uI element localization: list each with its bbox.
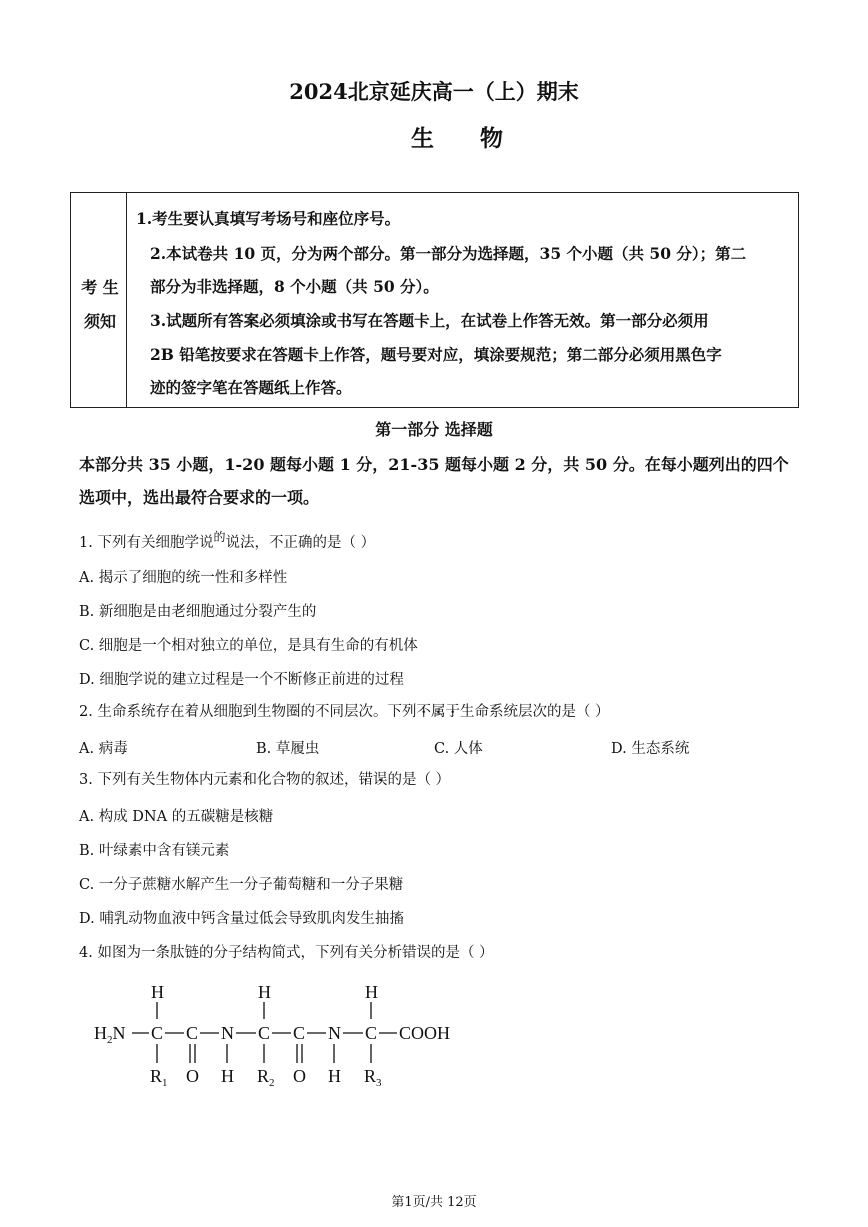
- emphasis-char: 属 •: [431, 700, 446, 721]
- o-atom: O: [186, 1066, 199, 1086]
- h-atom: H: [258, 982, 271, 1002]
- c-atom: C: [365, 1023, 378, 1043]
- question-2-option-b: B. 草履虫: [256, 741, 320, 757]
- h-atom: H: [328, 1066, 341, 1086]
- r-group-3: [364, 1066, 382, 1088]
- question-1-option-b: B. 新细胞是由老细胞通过分裂产生的: [79, 604, 317, 620]
- section-heading: 第一部分 选择题: [375, 420, 493, 439]
- h-atom: H: [94, 1023, 107, 1043]
- subscript: 2: [107, 1034, 113, 1046]
- o-atom: O: [293, 1066, 306, 1086]
- question-3-stem: [79, 768, 450, 789]
- peptide-structure-figure: [88, 978, 468, 1088]
- emphasis-char: 于 •: [445, 700, 460, 721]
- section-intro-line: 本部分共 35 小题，1-20 题每小题 1 分，21-35 题每小题 2 分，共 50 分。在每小题列出的四个: [79, 455, 789, 474]
- subscript: 2: [269, 1077, 275, 1088]
- notice-line: 迹的签字笔在答题纸上作答。: [150, 378, 352, 397]
- notice-line: 部分为非选择题，8 个小题（共 50 分）。: [150, 277, 439, 296]
- question-stem-part: 3. 下列有关生物体内元素和化合物的叙述，: [79, 772, 359, 788]
- subscript: 1: [162, 1077, 168, 1088]
- section-intro-line: 选项中，选出最符合要求的一项。: [79, 488, 320, 507]
- notice-line: 3.试题所有答案必须填涂或书写在答题卡上，在试卷上作答无效。第一部分必须用: [150, 311, 709, 330]
- r-letter: R: [150, 1066, 163, 1086]
- question-2-option-a: A. 病毒: [79, 741, 128, 757]
- question-2-option-c: C. 人体: [434, 741, 483, 757]
- h-atom: H: [151, 982, 164, 1002]
- question-1-option-a: A. 揭示了细胞的统一性和多样性: [79, 570, 288, 586]
- question-3-option-c: C. 一分子蔗糖水解产生一分子葡萄糖和一分子果糖: [79, 877, 404, 893]
- question-1-option-c: C. 细胞是一个相对独立的单位，是具有生命的有机体: [79, 638, 418, 654]
- emphasis-char: 误 •: [373, 768, 388, 789]
- question-stem-part: 的: [213, 530, 226, 544]
- question-1-stem: [79, 528, 375, 552]
- question-stem-part: 1. 下列有关细胞学说: [79, 534, 214, 551]
- c-atom: C: [258, 1023, 271, 1043]
- r-letter: R: [257, 1066, 270, 1086]
- carboxyl-group: COOH: [399, 1023, 451, 1043]
- c-atom: C: [186, 1023, 199, 1043]
- r-group-1: [150, 1066, 168, 1088]
- question-2-stem: [79, 700, 610, 721]
- question-stem-part: 的是（ ）: [387, 772, 451, 788]
- notice-label-line1: 考 生: [81, 278, 119, 297]
- amino-group: [94, 1023, 126, 1046]
- question-stem-part: 2. 生命系统存在着从细胞到生物圈的不同层次。下列: [79, 704, 417, 720]
- emphasis-char: 错 •: [358, 768, 373, 789]
- question-2-option-d: D. 生态系统: [611, 741, 690, 757]
- r-letter: R: [364, 1066, 377, 1086]
- question-1-option-d: D. 细胞学说的建立过程是一个不断修正前进的过程: [79, 672, 404, 688]
- question-4-stem: 4. 如图为一条肽链的分子结构简式，下列有关分析错误的是（ ）: [79, 945, 494, 961]
- h-atom: H: [221, 1066, 234, 1086]
- notice-label-cell: [71, 193, 127, 407]
- n-atom: N: [328, 1023, 341, 1043]
- page-footer: 第1页/共 12页: [391, 1195, 477, 1210]
- subject-title: 生物: [411, 125, 549, 152]
- notice-line: 2B 铅笔按要求在答题卡上作答，题号要对应，填涂要规范；第二部分必须用黑色字: [150, 345, 722, 364]
- page-title: 2024北京延庆高一（上）期末: [289, 79, 579, 104]
- n-atom: N: [112, 1023, 126, 1043]
- r-group-2: [257, 1066, 275, 1088]
- question-3-option-d: D. 哺乳动物血液中钙含量过低会导致肌肉发生抽搐: [79, 911, 404, 927]
- question-3-option-a: A. 构成 DNA 的五碳糖是核糖: [79, 809, 274, 825]
- c-atom: C: [151, 1023, 164, 1043]
- notice-label-line2: 须知: [83, 312, 116, 331]
- question-stem-part: 生命系统层次的是（ ）: [459, 704, 610, 720]
- notice-line: 2.本试卷共 10 页，分为两个部分。第一部分为选择题，35 个小题（共 50 分）；第二: [150, 244, 747, 263]
- h-atom: H: [365, 982, 378, 1002]
- notice-line: 1.考生要认真填写考场号和座位序号。: [136, 209, 401, 228]
- exam-notice-box: [70, 192, 799, 408]
- subscript: 3: [376, 1077, 382, 1088]
- emphasis-char: 不 •: [416, 700, 431, 721]
- question-stem-part: 说法，不正确的是（ ）: [225, 534, 376, 551]
- n-atom: N: [221, 1023, 234, 1043]
- question-3-option-b: B. 叶绿素中含有镁元素: [79, 843, 230, 859]
- c-atom: C: [293, 1023, 306, 1043]
